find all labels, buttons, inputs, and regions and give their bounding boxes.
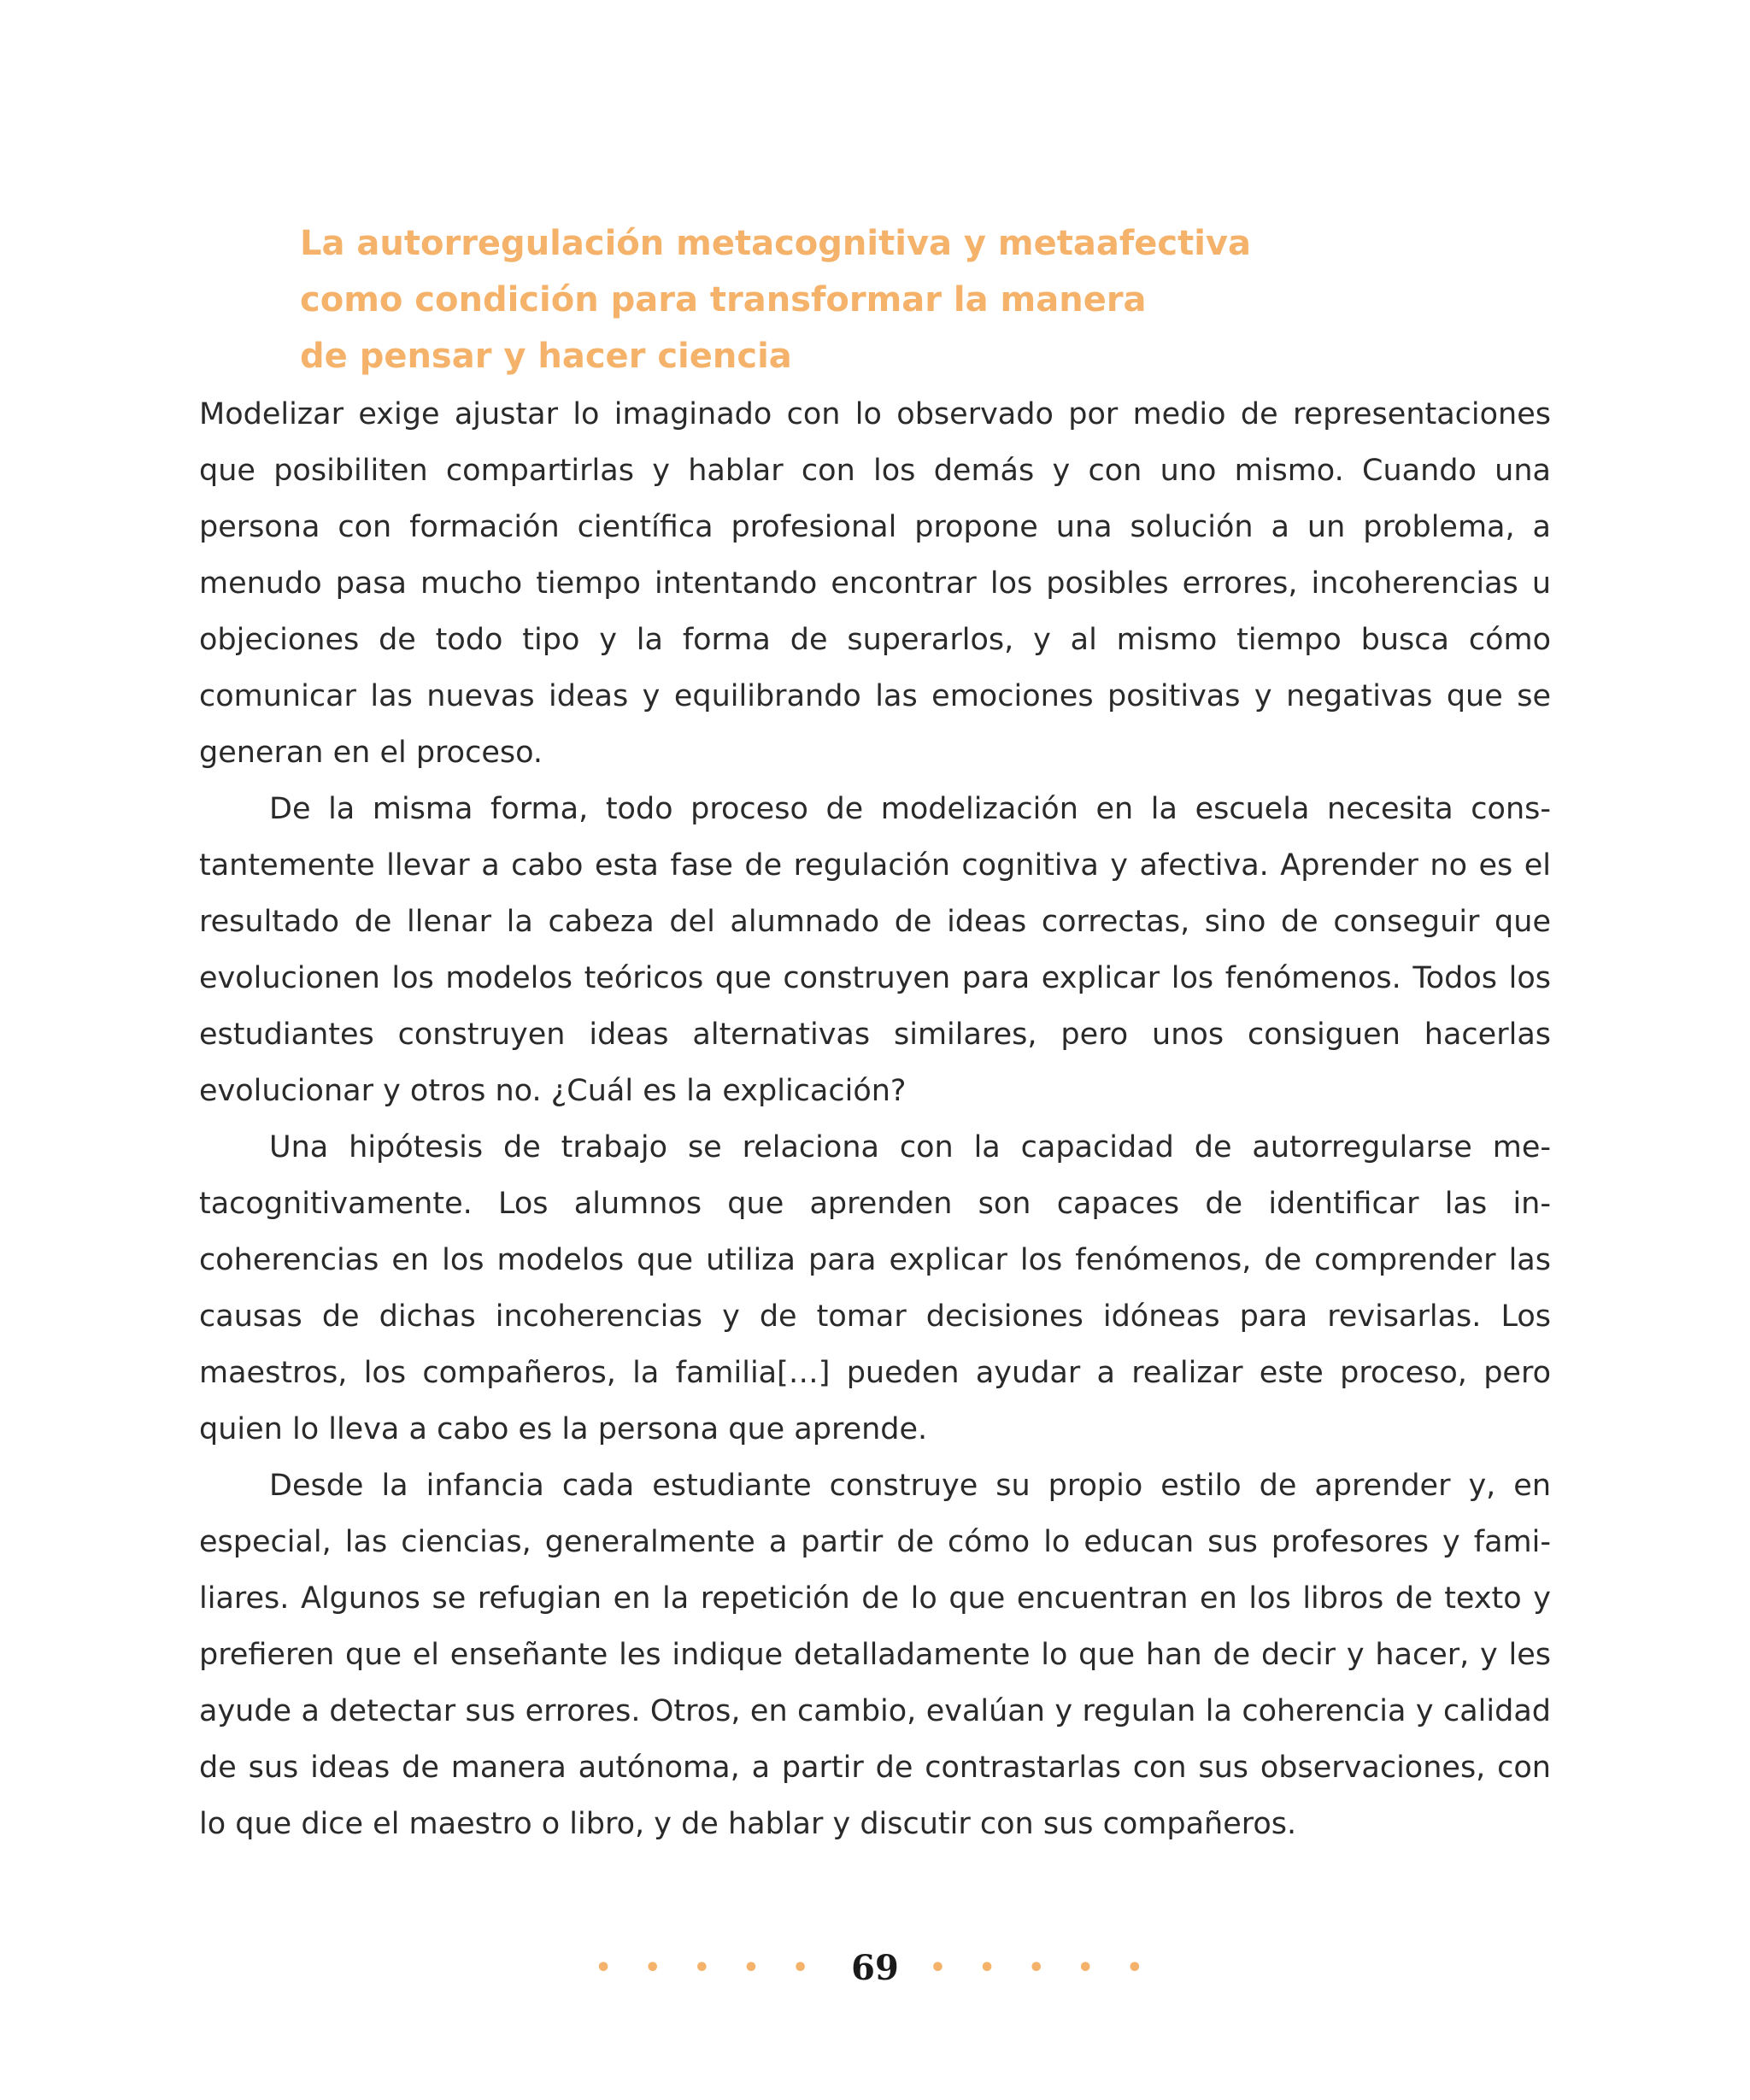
page-footer (0, 1938, 1750, 1997)
paragraph-1: Modelizar exige ajustar lo imaginado con lo observado por medio de representaciones que posibiliten compartirlas y hablar con los demás y con uno mismo. Cuando una persona con formación científica profesional propone una solución a un problema, a menudo pasa mucho tiempo intentando encontrar los posibles errores, incoherencias u objeciones de todo tipo y la forma de superarlos, y al mismo tiempo busca cómo comunicar las nuevas ideas y equilibrando las emociones positivas y negativas que se generan en el proceso. (199, 397, 1551, 770)
paragraph-4: Desde la infancia cada estudiante construye su propio estilo de aprender y, en especial, las ciencias, generalmente a partir de cómo lo educan sus profesores y familiares. Algunos se refugian en la repetición de lo que encuentran en los libros de texto y prefieren que el enseñante les indique detalladamente lo que han de decir y hacer, y les ayude a detectar sus errores. Otros, en cambio, evalúan y regulan la coherencia y calidad de sus ideas de manera autónoma, a partir de contrastarlas con sus observaciones, con lo que dice el maestro o libro, y de hablar y discutir con sus compañeros. (199, 1469, 1551, 1841)
heading-line-2: como condición para transformar la manera (300, 280, 1147, 320)
section-heading (300, 215, 1582, 384)
page-number: 69 (851, 1947, 899, 1988)
body-text (199, 386, 1551, 1852)
footer-dots-left: • • • • • (595, 1952, 821, 1983)
paragraph-2: De la misma forma, todo proceso de modelización en la escuela necesita constantemente llevar a cabo esta fase de regulación cognitiva y afectiva. Aprender no es el resultado de llenar la cabeza del alumnado de ideas correctas, sino de conseguir que evolucionen los modelos teóricos que construyen para explicar los fenómenos. Todos los estudiantes construyen ideas alternativas similares, pero unos consiguen hacerlas evolucionar y otros no. ¿Cuál es la explicación? (199, 792, 1551, 1108)
heading-line-3: de pensar y hacer ciencia (300, 337, 792, 376)
paragraph-3: Una hipótesis de trabajo se relaciona con la capacidad de autorregularse metacognitivamente. Los alumnos que aprenden son capaces de identificar las incoherencias en los modelos que utiliza para explicar los fenómenos, de comprender las causas de dichas incoherencias y de tomar decisiones idóneas para revisarlas. Los maestros, los compañeros, la familia[…] pueden ayudar a realizar este proceso, pero quien lo lleva a cabo es la persona que aprende. (199, 1130, 1551, 1446)
footer-dots-right: • • • • • (929, 1952, 1155, 1983)
heading-line-1: La autorregulación metacognitiva y metaafectiva (300, 224, 1251, 263)
